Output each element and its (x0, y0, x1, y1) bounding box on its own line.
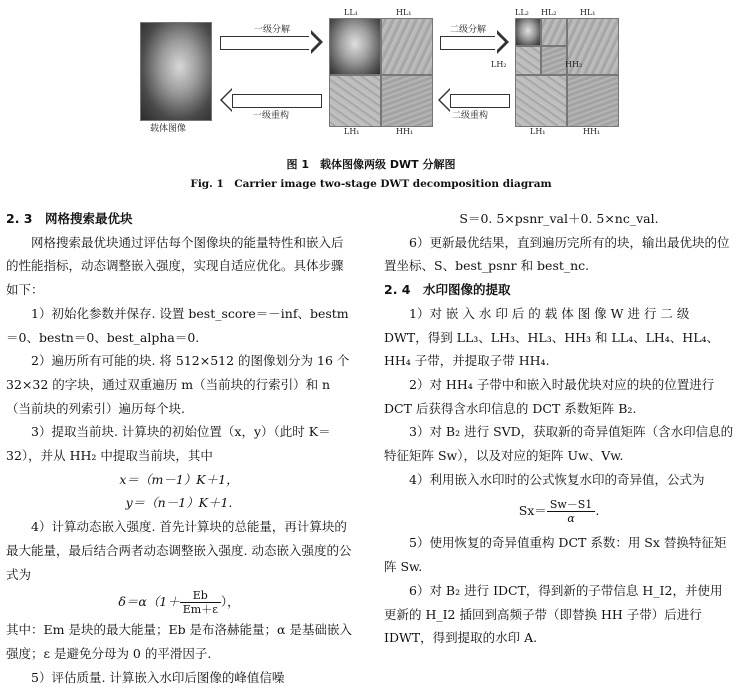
equation-delta-rhs: ）， (220, 594, 240, 610)
label-ll2: LL₂ (515, 8, 529, 17)
arrow-decompose-2-label: 二级分解 (450, 25, 487, 35)
subband-lh1-level2-image (515, 75, 567, 127)
equation-delta-lhs: δ＝α（1＋ (118, 594, 180, 610)
subband-lh2-image (515, 46, 541, 75)
equation-sx-rhs: . (595, 503, 600, 519)
equation-x: x＝（m－1）K＋1， (119, 471, 239, 487)
arrow-reconstruct-1-label: 一级重构 (253, 111, 290, 121)
paragraph: 5）使用恢复的奇异值重构 DCT 系数：用 Sx 替换特征矩阵 Sw. (384, 535, 727, 575)
label-hl2: HL₂ (541, 8, 557, 17)
equation-delta (6, 586, 352, 618)
paragraph: 其中：Em 是块的最大能量；Eb 是布洛赫能量；α 是基础嵌入强度；ε 是避免分母为 0 的平滑因子. (6, 622, 352, 661)
arrow-decompose-1-label: 一级分解 (254, 25, 291, 35)
equation-delta-fraction (180, 589, 221, 616)
label-hh1: HH₁ (396, 127, 414, 136)
label-lh2: LH₂ (491, 60, 507, 69)
paragraph: 4）计算动态嵌入强度. 首先计算块的总能量，再计算块的最大能量，最后结合两者动态调整嵌入强度. 动态嵌入强度的公式为 (6, 519, 352, 582)
carrier-label: 载体图像 (150, 124, 187, 134)
fraction-numerator: Eb (180, 589, 221, 603)
paragraph: 3）提取当前块. 计算块的初始位置（x，y）（此时 K＝32），并从 HH₂ 中提取当前块，其中 (6, 424, 331, 464)
label-lh1: LH₁ (344, 127, 360, 136)
paragraph: 2）对 HH₄ 子带中和嵌入时最优块对应的块的位置进行 DCT 后获得含水印信息的 DCT 系数矩阵 B₂. (384, 376, 715, 416)
paragraph: 6）更新最优结果，直到遍历完所有的块，输出最优块的位置坐标、S、best_psnr 和 best_nc. (384, 234, 730, 274)
fraction-numerator: Sw－S1 (547, 498, 596, 512)
label-hl1: HL₁ (396, 8, 412, 17)
label-hh2: HH₂ (565, 60, 583, 69)
arrow-reconstruct-2-label: 二级重构 (452, 111, 489, 121)
fraction-denominator: α (567, 512, 575, 526)
equation-sx-fraction (547, 498, 596, 525)
label-lh1-b: LH₁ (530, 127, 546, 136)
subband-hl1-image (381, 18, 433, 75)
arrow-reconstruct-2 (450, 94, 510, 108)
equation-y: y＝（n－1）K＋1. (125, 495, 233, 511)
label-hl1-b: HL₁ (580, 8, 596, 17)
subband-ll2-image (515, 18, 541, 46)
left-column (6, 207, 352, 689)
figure-1 (0, 0, 742, 150)
equation-sx (384, 491, 734, 531)
paragraph: 5）评估质量. 计算嵌入水印后图像的峰值信噪 (31, 669, 285, 685)
paragraph: 网格搜索最优块通过评估每个图像块的能量特性和嵌入后的性能指标，动态调整嵌入强度，实现自适应优化。具体步骤如下： (6, 234, 344, 298)
arrow-head-left-icon (220, 88, 232, 112)
subband-hh1-image (381, 75, 433, 127)
label-hh1-b: HH₁ (583, 127, 601, 136)
carrier-image (140, 22, 212, 121)
arrow-head-left-icon (438, 88, 450, 112)
section-heading-2-4: 2. 4 水印图像的提取 (384, 282, 511, 298)
subband-ll1-image (329, 18, 381, 75)
figure-caption-en: Fig. 1 Carrier image two-stage DWT decomposition diagram (190, 178, 552, 190)
arrow-head-right-icon (311, 30, 323, 54)
subband-lh1-image (329, 75, 381, 127)
arrow-decompose-1 (220, 36, 312, 50)
subband-hl2-image (541, 18, 567, 46)
paragraph: 3）对 B₂ 进行 SVD，获取新的奇异值矩阵（含水印信息的特征矩阵 Sw），以及对应的矩阵 Uw、Vw. (384, 424, 734, 464)
paragraph: 1）初始化参数并保存. 设置 best_score＝－inf、bestm＝0、bestn＝0、best_alpha＝0. (6, 305, 349, 345)
section-heading-2-3: 2. 3 网格搜索最优块 (6, 211, 133, 226)
right-column (384, 207, 734, 650)
subband-hh2-image (541, 46, 567, 75)
paragraph: 6）对 B₂ 进行 IDCT，得到新的子带信息 H_I2，并使用更新的 H_I2 插回到高频子带（即替换 HH 子带）后进行 IDWT，得到提取的水印 A. (384, 582, 723, 646)
paragraph: 2）遍历所有可能的块. 将 512×512 的图像划分为 16 个 32×32 的字块，通过双重遍历 m（当前块的行索引）和 n（当前块的列索引）遍历每个块. (6, 353, 350, 416)
arrow-reconstruct-1 (232, 94, 322, 108)
paragraph: 1）对 嵌 入 水 印 后 的 载 体 图 像 W 进 行 二 级 DWT，得到 LL₃、LH₃、HL₃、HH₃ 和 LL₄、LH₄、HL₄、HH₄ 子带，并提取子带 HH₄. (384, 305, 720, 369)
label-ll1: LL₁ (344, 8, 358, 17)
subband-hh1-level2-image (567, 75, 619, 127)
arrow-head-right-icon (497, 30, 509, 54)
equation-score: S＝0. 5×psnr_val＋0. 5×nc_val. (459, 211, 659, 226)
equation-sx-lhs: Sx＝ (518, 503, 547, 519)
fraction-denominator: Em＋ε (182, 603, 218, 617)
figure-caption-cn: 图 1 载体图像两级 DWT 分解图 (286, 158, 456, 171)
arrow-decompose-2 (440, 36, 498, 50)
paragraph: 4）利用嵌入水印时的公式恢复水印的奇异值，公式为 (409, 471, 705, 487)
